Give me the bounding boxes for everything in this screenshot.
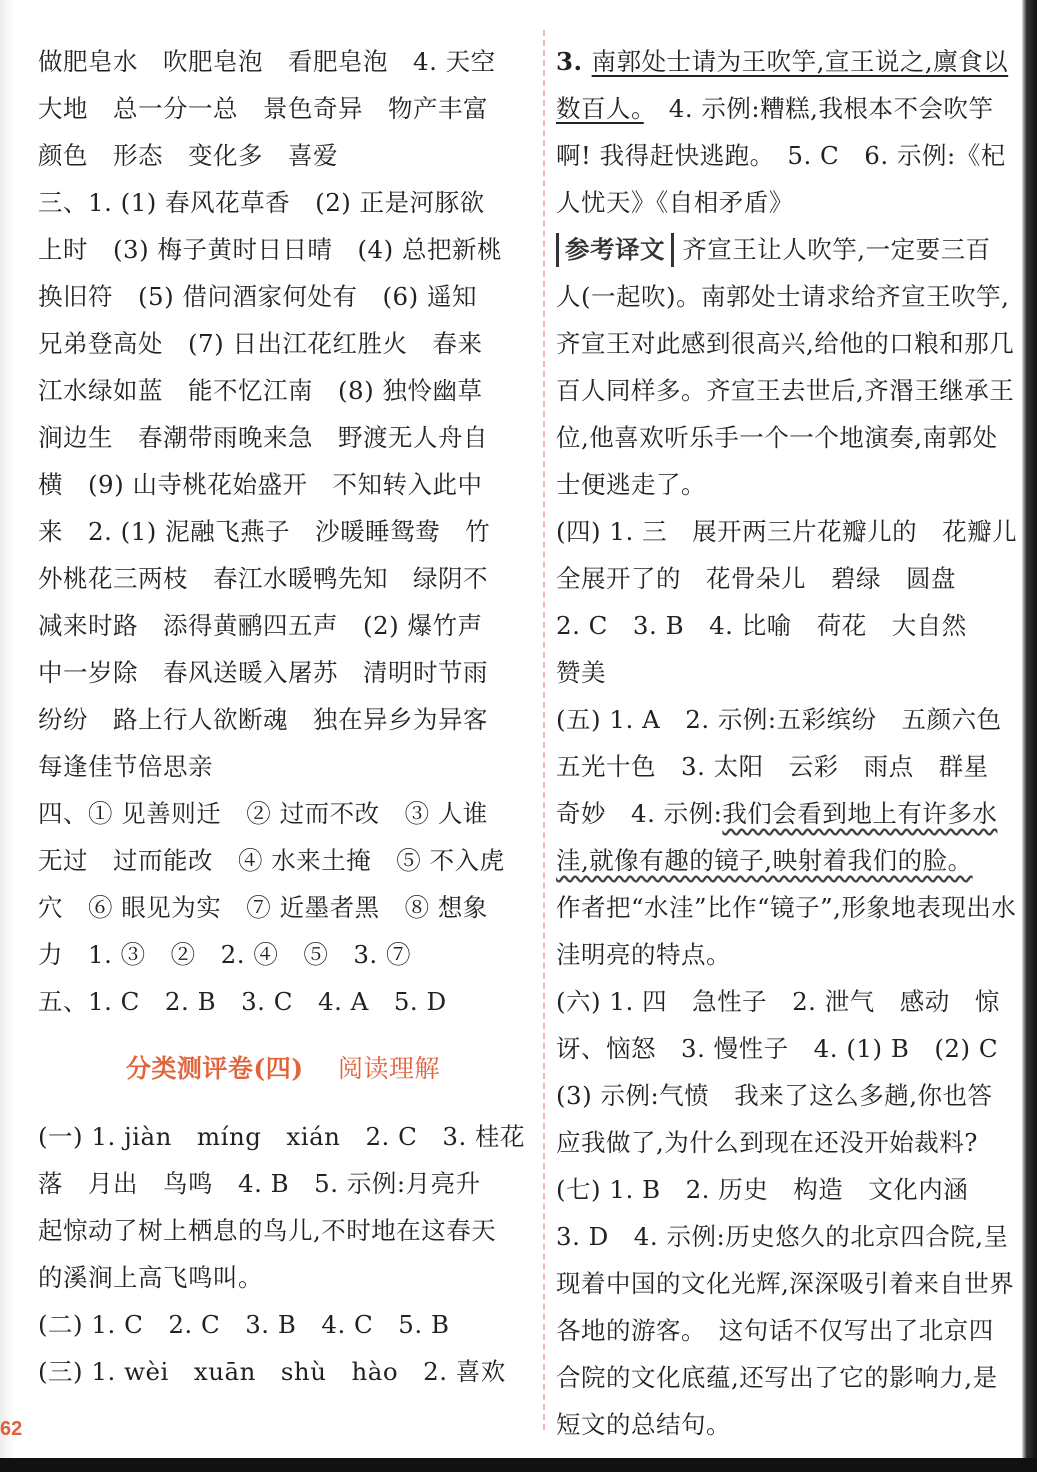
right-answer-lines-b xyxy=(556,273,1026,790)
answer-line: 全展开了的 花骨朵儿 碧绿 圆盘 xyxy=(556,564,956,593)
answer-line: 纷纷 路上行人欲断魂 独在异乡为异客 xyxy=(38,705,488,734)
answer-line: 五、1. C 2. B 3. C 4. A 5. D xyxy=(38,987,447,1016)
answer-text: 奇妙 4. 示例: xyxy=(556,799,723,828)
answer-line: 上时 (3) 梅子黄时日日晴 (4) 总把新桃 xyxy=(38,235,502,264)
answer-line: 赞美 xyxy=(556,658,606,687)
answer-line xyxy=(556,837,1026,884)
answer-line: 力 1. ③ ② 2. ④ ⑤ 3. ⑦ xyxy=(38,940,411,969)
section-title xyxy=(38,1039,528,1099)
answer-line: 换旧符 (5) 借问酒家何处有 (6) 遥知 xyxy=(38,282,477,311)
answer-line: 各地的游客。 这句话不仅写出了北京四 xyxy=(556,1316,994,1345)
answer-line: 齐宣王对此感到很高兴,给他的口粮和那几 xyxy=(556,329,1015,358)
answer-line: (二) 1. C 2. C 3. B 4. C 5. B xyxy=(38,1310,450,1339)
answer-line: 兄弟登高处 (7) 日出江花红胜火 春来 xyxy=(38,329,483,358)
answer-line: 讶、恼怒 3. 慢性子 4. (1) B (2) C xyxy=(556,1034,999,1063)
answer-line: 减来时路 添得黄鹂四五声 (2) 爆竹声 xyxy=(38,611,483,640)
section-title-sub: 阅读理解 xyxy=(338,1054,441,1083)
underlined-quote: 数百人。 xyxy=(556,94,644,123)
answer-line: 2. C 3. B 4. 比喻 荷花 大自然 xyxy=(556,611,967,640)
answer-line: 涧边生 春潮带雨晚来急 野渡无人舟自 xyxy=(38,423,488,452)
answer-line: 现着中国的文化光辉,深深吸引着来自世界 xyxy=(556,1269,1015,1298)
answer-line: 的溪涧上高飞鸣叫。 xyxy=(38,1263,263,1292)
answer-line: (3) 示例:气愤 我来了这么多趟,你也答 xyxy=(556,1081,993,1110)
answer-line: 位,他喜欢听乐手一个一个地演奏,南郭处 xyxy=(556,423,998,452)
answer-line: (四) 1. 三 展开两三片花瓣儿的 花瓣儿 xyxy=(556,517,1018,546)
answer-line: 百人同样多。齐宣王去世后,齐湣王继承王 xyxy=(556,376,1015,405)
section-title-main: 分类测评卷(四) xyxy=(125,1054,304,1083)
column-divider xyxy=(543,30,545,1430)
answer-line: 人(一起吹)。南郭处士请求给齐宣王吹竽, xyxy=(556,282,1010,311)
page-bottom-edge xyxy=(0,1458,1037,1472)
answer-line: (七) 1. B 2. 历史 构造 文化内涵 xyxy=(556,1175,969,1204)
answer-line xyxy=(556,85,1026,132)
answer-line: 啊! 我得赶快逃跑。 5. C 6. 示例:《杞 xyxy=(556,141,1006,170)
answer-line: 起惊动了树上栖息的鸟儿,不时地在这春天 xyxy=(38,1216,497,1245)
answer-line: (三) 1. wèi xuān shù hào 2. 喜欢 xyxy=(38,1357,506,1386)
answer-line: 来 2. (1) 泥融飞燕子 沙暖睡鸳鸯 竹 xyxy=(38,517,491,546)
right-answer-lines-e xyxy=(556,884,1026,1448)
reference-translation-line xyxy=(556,226,1026,273)
answer-line: 短文的总结句。 xyxy=(556,1410,731,1439)
answer-line xyxy=(556,790,1026,837)
answer-line: (六) 1. 四 急性子 2. 泄气 感动 惊 xyxy=(556,987,1000,1016)
answer-line: 落 月出 鸟鸣 4. B 5. 示例:月亮升 xyxy=(38,1169,481,1198)
answer-line: 外桃花三两枝 春江水暖鸭先知 绿阴不 xyxy=(38,564,488,593)
answer-line: 江水绿如蓝 能不忆江南 (8) 独怜幽草 xyxy=(38,376,483,405)
answer-line: 横 (9) 山寺桃花始盛开 不知转入此中 xyxy=(38,470,483,499)
wavy-underlined-sentence: 我们会看到地上有许多水 xyxy=(722,799,998,828)
answer-line: 三、1. (1) 春风花草香 (2) 正是河豚欲 xyxy=(38,188,485,217)
answer-line: 作者把“水洼”比作“镜子”,形象地表现出水 xyxy=(556,893,1017,922)
answer-line: 应我做了,为什么到现在还没开始裁料? xyxy=(556,1128,978,1157)
answer-line: 合院的文化底蕴,还写出了它的影响力,是 xyxy=(556,1363,998,1392)
reference-translation-text: 齐宣王让人吹竽,一定要三百 xyxy=(682,235,991,264)
answer-line: 大地 总一分一总 景色奇异 物产丰富 xyxy=(38,94,488,123)
answer-line: 无过 过而能改 ④ 水来土掩 ⑤ 不入虎 xyxy=(38,846,505,875)
page-number: 62 xyxy=(0,1418,23,1440)
answer-line xyxy=(556,38,1026,85)
answer-line: (五) 1. A 2. 示例:五彩缤纷 五颜六色 xyxy=(556,705,1002,734)
left-column xyxy=(38,38,528,1395)
right-column xyxy=(556,38,1026,1448)
answer-line: 穴 ⑥ 眼见为实 ⑦ 近墨者黑 ⑧ 想象 xyxy=(38,893,488,922)
answer-line: 每逢佳节倍思亲 xyxy=(38,752,213,781)
question-number: 3. xyxy=(556,47,592,76)
page-gutter-shadow xyxy=(0,0,14,1472)
page-edge-shadow xyxy=(1022,0,1037,1472)
left-reading-answers xyxy=(38,1113,528,1395)
answer-line: 颜色 形态 变化多 喜爱 xyxy=(38,141,338,170)
right-answer-lines-a xyxy=(556,132,1026,226)
answer-line: 人忧天》《自相矛盾》 xyxy=(556,188,794,217)
wavy-underlined-sentence: 洼,就像有趣的镜子,映射着我们的脸。 xyxy=(556,846,973,875)
answer-line: 3. D 4. 示例:历史悠久的北京四合院,呈 xyxy=(556,1222,1009,1251)
answer-line: 士便逃走了。 xyxy=(556,470,706,499)
reference-translation-tag: 参考译文 xyxy=(556,233,674,267)
answer-line: 做肥皂水 吹肥皂泡 看肥皂泡 4. 天空 xyxy=(38,47,496,76)
answer-line: 五光十色 3. 太阳 云彩 雨点 群星 xyxy=(556,752,989,781)
answer-line: 洼明亮的特点。 xyxy=(556,940,731,969)
answer-line: 中一岁除 春风送暖入屠苏 清明时节雨 xyxy=(38,658,488,687)
answer-text: 4. 示例:糟糕,我根本不会吹竽 xyxy=(643,94,994,123)
answer-line: (一) 1. jiàn míng xián 2. C 3. 桂花 xyxy=(38,1122,526,1151)
underlined-quote: 南郭处士请为王吹竽,宣王说之,廪食以 xyxy=(591,47,1009,76)
left-answer-lines xyxy=(38,38,528,1025)
answer-line: 四、① 见善则迁 ② 过而不改 ③ 人谁 xyxy=(38,799,488,828)
